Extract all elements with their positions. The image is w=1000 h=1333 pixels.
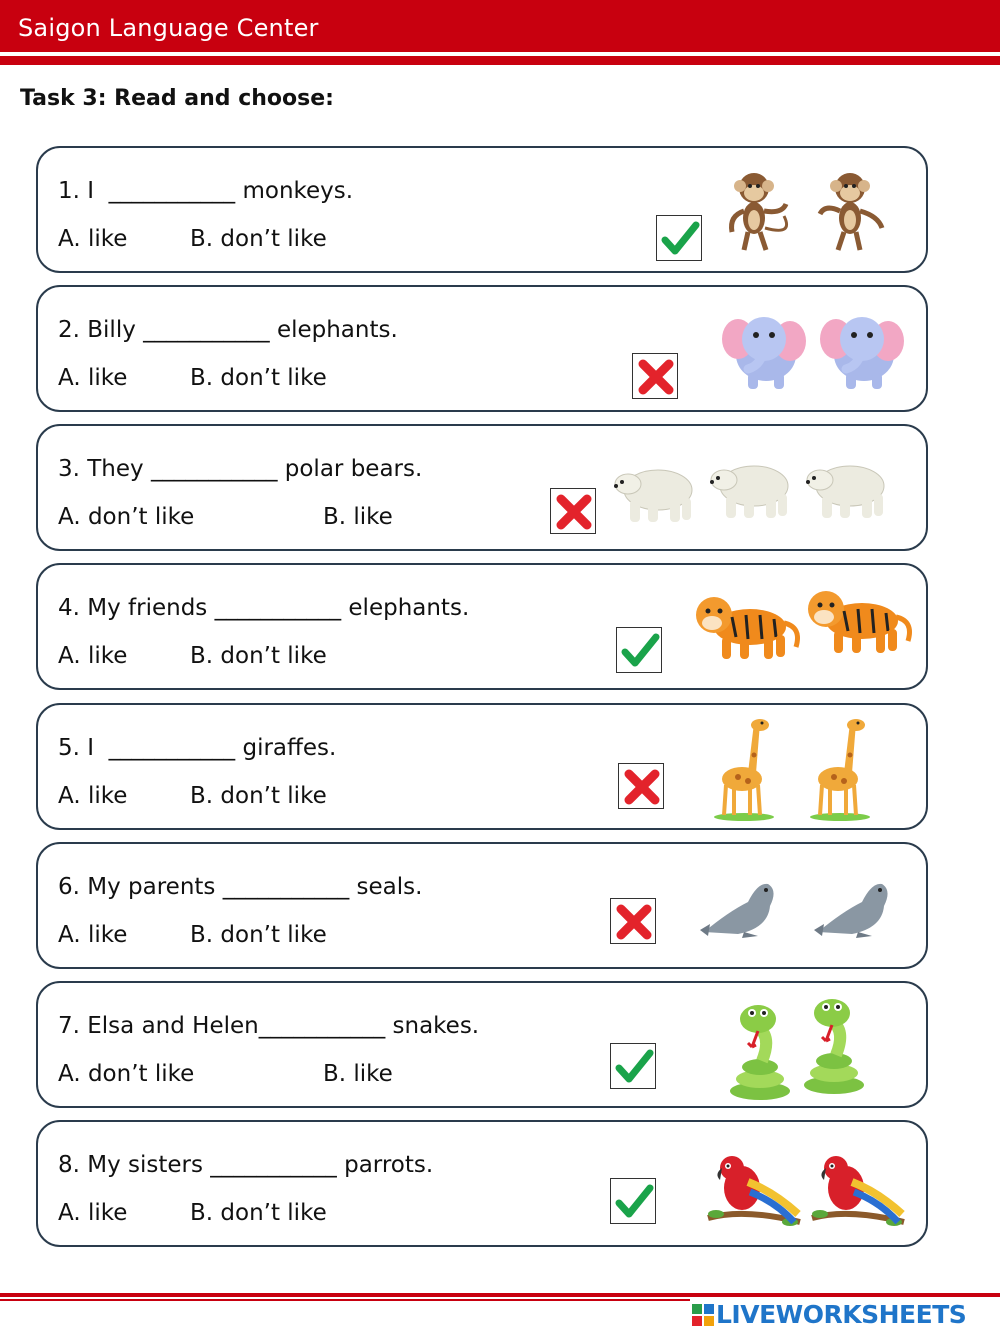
option-a[interactable]: A. don’t like bbox=[58, 1061, 195, 1087]
question-card-1 bbox=[36, 146, 928, 273]
option-b[interactable]: B. like bbox=[323, 1061, 393, 1087]
check-mark-icon bbox=[610, 1043, 656, 1089]
question-text: 4. My friends ___________ elephants. bbox=[58, 595, 470, 621]
option-b[interactable]: B. don’t like bbox=[190, 922, 327, 948]
option-a[interactable]: A. like bbox=[58, 1200, 128, 1226]
monkey-icon bbox=[724, 166, 904, 256]
logo-text: LIVEWORKSHEETS bbox=[716, 1300, 967, 1329]
snake-icon bbox=[722, 997, 872, 1101]
header-bar bbox=[0, 0, 1000, 52]
question-card-4 bbox=[36, 563, 928, 690]
option-a[interactable]: A. like bbox=[58, 365, 128, 391]
option-a[interactable]: A. like bbox=[58, 226, 128, 252]
elephant-icon bbox=[718, 303, 908, 399]
question-text: 5. I ___________ giraffes. bbox=[58, 735, 337, 761]
option-b[interactable]: B. don’t like bbox=[190, 783, 327, 809]
seal-icon bbox=[698, 872, 898, 940]
question-text: 3. They ___________ polar bears. bbox=[58, 456, 423, 482]
check-mark-icon bbox=[656, 215, 702, 261]
option-a[interactable]: A. don’t like bbox=[58, 504, 195, 530]
question-text: 8. My sisters ___________ parrots. bbox=[58, 1152, 434, 1178]
cross-mark-icon bbox=[550, 488, 596, 534]
option-a[interactable]: A. like bbox=[58, 783, 128, 809]
polar-bear-icon bbox=[612, 454, 892, 530]
option-a[interactable]: A. like bbox=[58, 922, 128, 948]
option-b[interactable]: B. like bbox=[323, 504, 393, 530]
task-title: Task 3: Read and choose: bbox=[20, 86, 334, 111]
cross-mark-icon bbox=[632, 353, 678, 399]
question-text: 7. Elsa and Helen___________ snakes. bbox=[58, 1013, 480, 1039]
logo-blocks-icon bbox=[692, 1304, 714, 1326]
question-card-3 bbox=[36, 424, 928, 551]
footer-rule bbox=[0, 1293, 1000, 1297]
option-b[interactable]: B. don’t like bbox=[190, 643, 327, 669]
cross-mark-icon bbox=[618, 763, 664, 809]
option-b[interactable]: B. don’t like bbox=[190, 1200, 327, 1226]
check-mark-icon bbox=[616, 627, 662, 673]
question-card-2 bbox=[36, 285, 928, 412]
center-name: Saigon Language Center bbox=[18, 14, 319, 42]
question-card-5 bbox=[36, 703, 928, 830]
footer-rule-thin bbox=[0, 1299, 690, 1301]
header-rule bbox=[0, 56, 1000, 65]
option-b[interactable]: B. don’t like bbox=[190, 365, 327, 391]
check-mark-icon bbox=[610, 1178, 656, 1224]
question-card-6 bbox=[36, 842, 928, 969]
option-a[interactable]: A. like bbox=[58, 643, 128, 669]
question-text: 1. I ___________ monkeys. bbox=[58, 178, 354, 204]
option-b[interactable]: B. don’t like bbox=[190, 226, 327, 252]
question-card-7 bbox=[36, 981, 928, 1108]
cross-mark-icon bbox=[610, 898, 656, 944]
question-text: 2. Billy ___________ elephants. bbox=[58, 317, 398, 343]
tiger-icon bbox=[692, 587, 918, 665]
question-card-8 bbox=[36, 1120, 928, 1247]
giraffe-icon bbox=[710, 715, 910, 823]
liveworksheets-logo[interactable] bbox=[692, 1300, 992, 1330]
parrot-icon bbox=[704, 1152, 910, 1230]
question-text: 6. My parents ___________ seals. bbox=[58, 874, 423, 900]
